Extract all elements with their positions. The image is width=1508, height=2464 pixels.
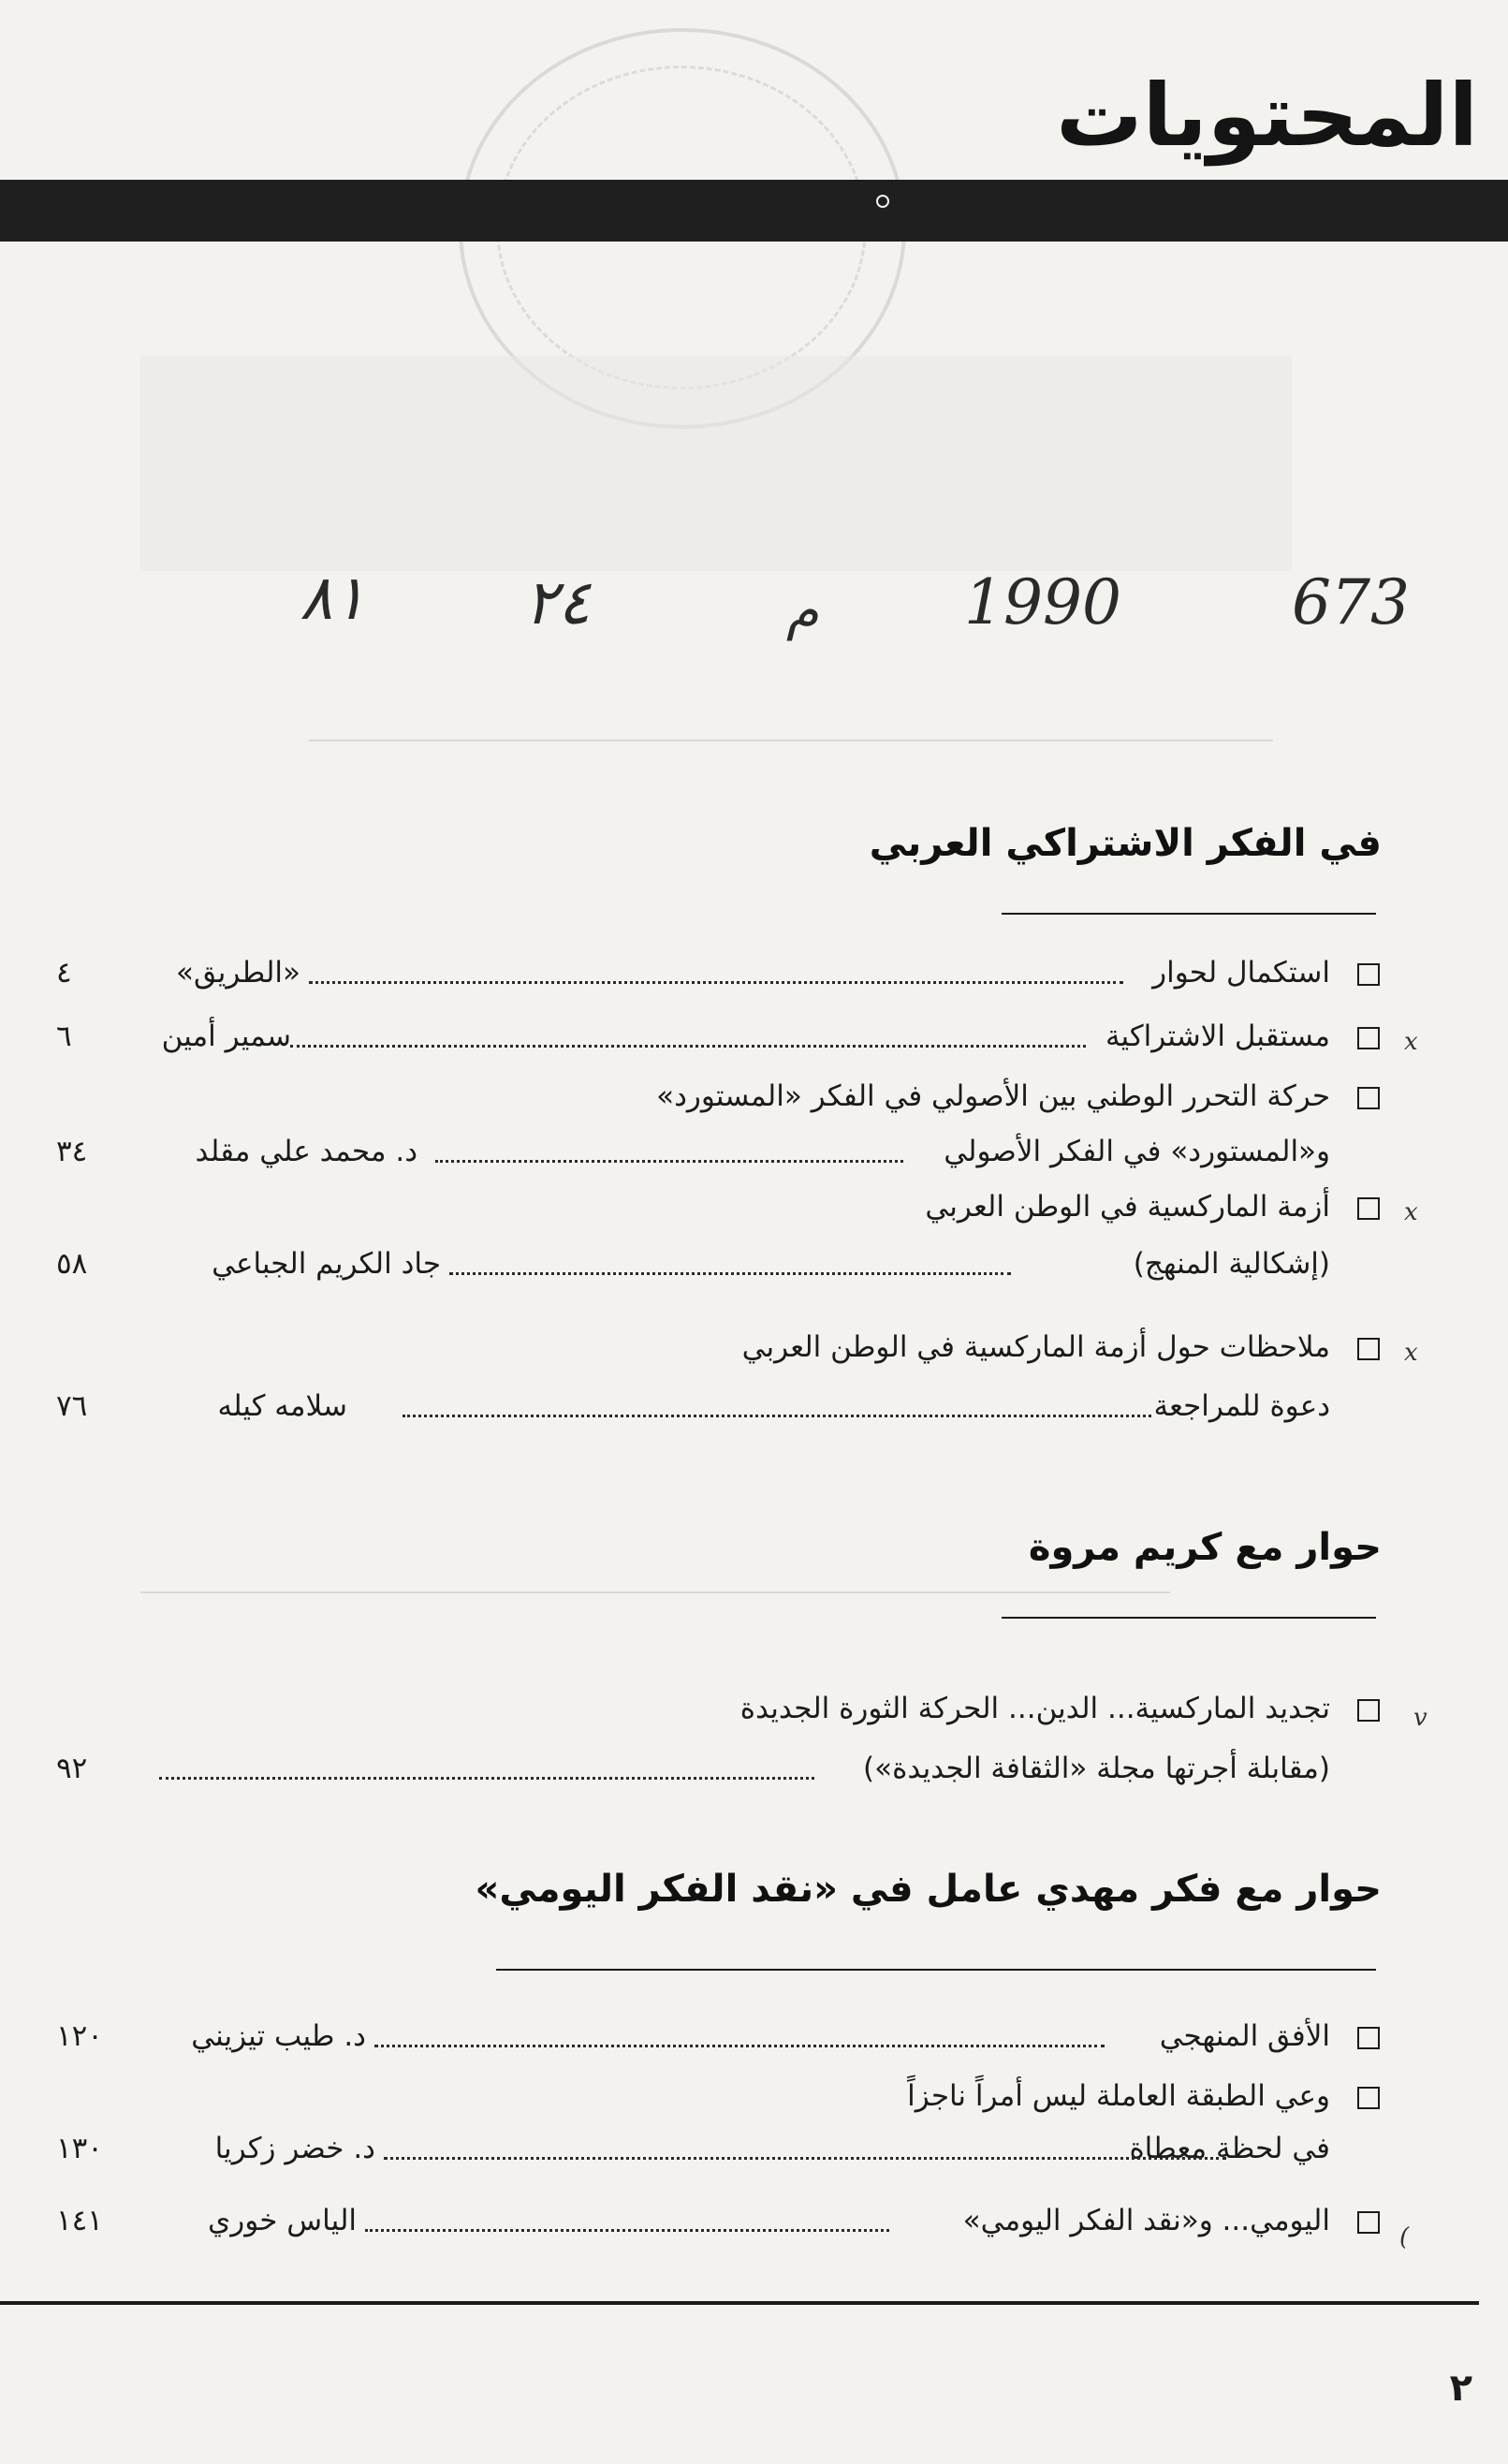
entry-author: د. طيب تيزيني [191, 2019, 366, 2053]
dot-leader [159, 1777, 814, 1780]
entry-title: الأفق المنهجي [1159, 2019, 1330, 2053]
entry-page-number: ٥٨ [56, 1247, 88, 1281]
entry-page-number: ٩٢ [56, 1752, 88, 1785]
entry-author: د. خضر زكريا [214, 2132, 375, 2165]
toc-entry[interactable] [0, 2071, 1508, 2121]
margin-tick-mark: x [1404, 1339, 1418, 1367]
entry-page-number: ١٢٠ [56, 2019, 103, 2053]
entry-page-number: ٧٦ [56, 1389, 88, 1423]
dot-leader [374, 2045, 1105, 2047]
toc-entry[interactable] [0, 1071, 1508, 1122]
toc-entry[interactable] [0, 1181, 1508, 1232]
margin-tick-mark: v [1413, 1704, 1427, 1732]
entry-title: ملاحظات حول أزمة الماركسية في الوطن العربي [741, 1330, 1330, 1364]
section-heading-mahdi-amel: حوار مع فكر مهدي عامل في «نقد الفكر اليومي» [475, 1868, 1382, 1911]
handwritten-code: 673 [1292, 566, 1410, 638]
dot-leader [365, 2229, 889, 2232]
page-number: ٢ [1449, 2367, 1472, 2410]
entry-title: اليومي... و«نقد الفكر اليومي» [962, 2204, 1330, 2237]
checkbox-icon [1357, 963, 1380, 986]
entry-title-line2: (إشكالية المنهج) [1133, 1247, 1330, 1281]
entry-title: حركة التحرر الوطني بين الأصولي في الفكر «المستورد» [656, 1079, 1330, 1113]
toc-entry[interactable] [0, 2195, 1508, 2246]
checkbox-icon [1357, 1197, 1380, 1220]
toc-entry[interactable] [0, 1683, 1508, 1734]
checkbox-icon [1357, 2027, 1380, 2049]
entry-page-number: ١٤١ [56, 2204, 103, 2237]
toc-entry[interactable] [0, 1011, 1508, 1062]
section-rule [1002, 1617, 1376, 1619]
toc-entry-continued [0, 1381, 1508, 1431]
header-band-dot [876, 195, 889, 208]
margin-tick-mark: x [1404, 1198, 1418, 1226]
margin-tick-mark: ( [1399, 2223, 1410, 2251]
checkbox-icon [1357, 1699, 1380, 1722]
entry-title: استكمال لحوار [1152, 956, 1330, 990]
checkbox-icon [1357, 2087, 1380, 2109]
checkbox-icon [1357, 2211, 1380, 2234]
dot-leader [449, 1272, 1011, 1275]
entry-author: جاد الكريم الجباعي [212, 1247, 441, 1281]
entry-page-number: ٣٤ [56, 1135, 88, 1168]
show-through-print [140, 356, 1292, 571]
entry-author: د. محمد علي مقلد [195, 1135, 417, 1168]
entry-title-line2: في لحظة معطاة [1129, 2132, 1330, 2165]
entry-page-number: ٦ [56, 1019, 72, 1053]
entry-title-line2: دعوة للمراجعة [1153, 1389, 1330, 1423]
handwritten-day: ٢٤ [524, 566, 591, 638]
checkbox-icon [1357, 1338, 1380, 1360]
entry-author: سمير أمين [161, 1019, 291, 1053]
handwritten-year: 1990 [964, 566, 1121, 638]
handwritten-month: م [786, 580, 819, 641]
entry-title: أزمة الماركسية في الوطن العربي [925, 1190, 1330, 1224]
entry-page-number: ١٣٠ [56, 2132, 103, 2165]
section-heading-karim-mroueh: حوار مع كريم مروة [1028, 1526, 1382, 1569]
dot-leader [384, 2157, 1226, 2160]
entry-title-line2: و«المستورد» في الفكر الأصولي [944, 1135, 1330, 1168]
dot-leader [309, 981, 1123, 984]
entry-author: «الطريق» [175, 956, 300, 990]
toc-entry[interactable] [0, 2011, 1508, 2061]
toc-entry[interactable] [0, 947, 1508, 998]
dot-leader [403, 1415, 1151, 1417]
entry-title: تجديد الماركسية... الدين... الحركة الثورة الجديدة [739, 1692, 1330, 1725]
entry-title: مستقبل الاشتراكية [1105, 1019, 1330, 1053]
entry-author: الياس خوري [208, 2204, 357, 2237]
header-band [0, 180, 1508, 242]
toc-entry-continued [0, 1239, 1508, 1289]
toc-entry[interactable] [0, 1322, 1508, 1372]
section-rule [496, 1969, 1376, 1971]
dot-leader [290, 1045, 1086, 1048]
margin-tick-mark: x [1404, 1028, 1418, 1056]
section-heading-socialist-thought: في الفكر الاشتراكي العربي [869, 822, 1382, 865]
footer-rule [0, 2301, 1479, 2305]
entry-title: وعي الطبقة العاملة ليس أمراً ناجزاً [907, 2079, 1330, 2113]
toc-entry-continued [0, 2123, 1508, 2174]
entry-title-line2: (مقابلة أجرتها مجلة «الثقافة الجديدة») [863, 1752, 1330, 1785]
show-through-rule [309, 740, 1273, 741]
checkbox-icon [1357, 1087, 1380, 1109]
page-title: المحتويات [1056, 66, 1478, 166]
handwritten-number: ٨١ [300, 562, 366, 634]
entry-page-number: ٤ [56, 956, 72, 990]
entry-author: سلامه كيله [217, 1389, 347, 1423]
show-through-rule [140, 1591, 1170, 1593]
toc-entry-continued [0, 1743, 1508, 1794]
section-rule [1002, 913, 1376, 915]
checkbox-icon [1357, 1027, 1380, 1049]
